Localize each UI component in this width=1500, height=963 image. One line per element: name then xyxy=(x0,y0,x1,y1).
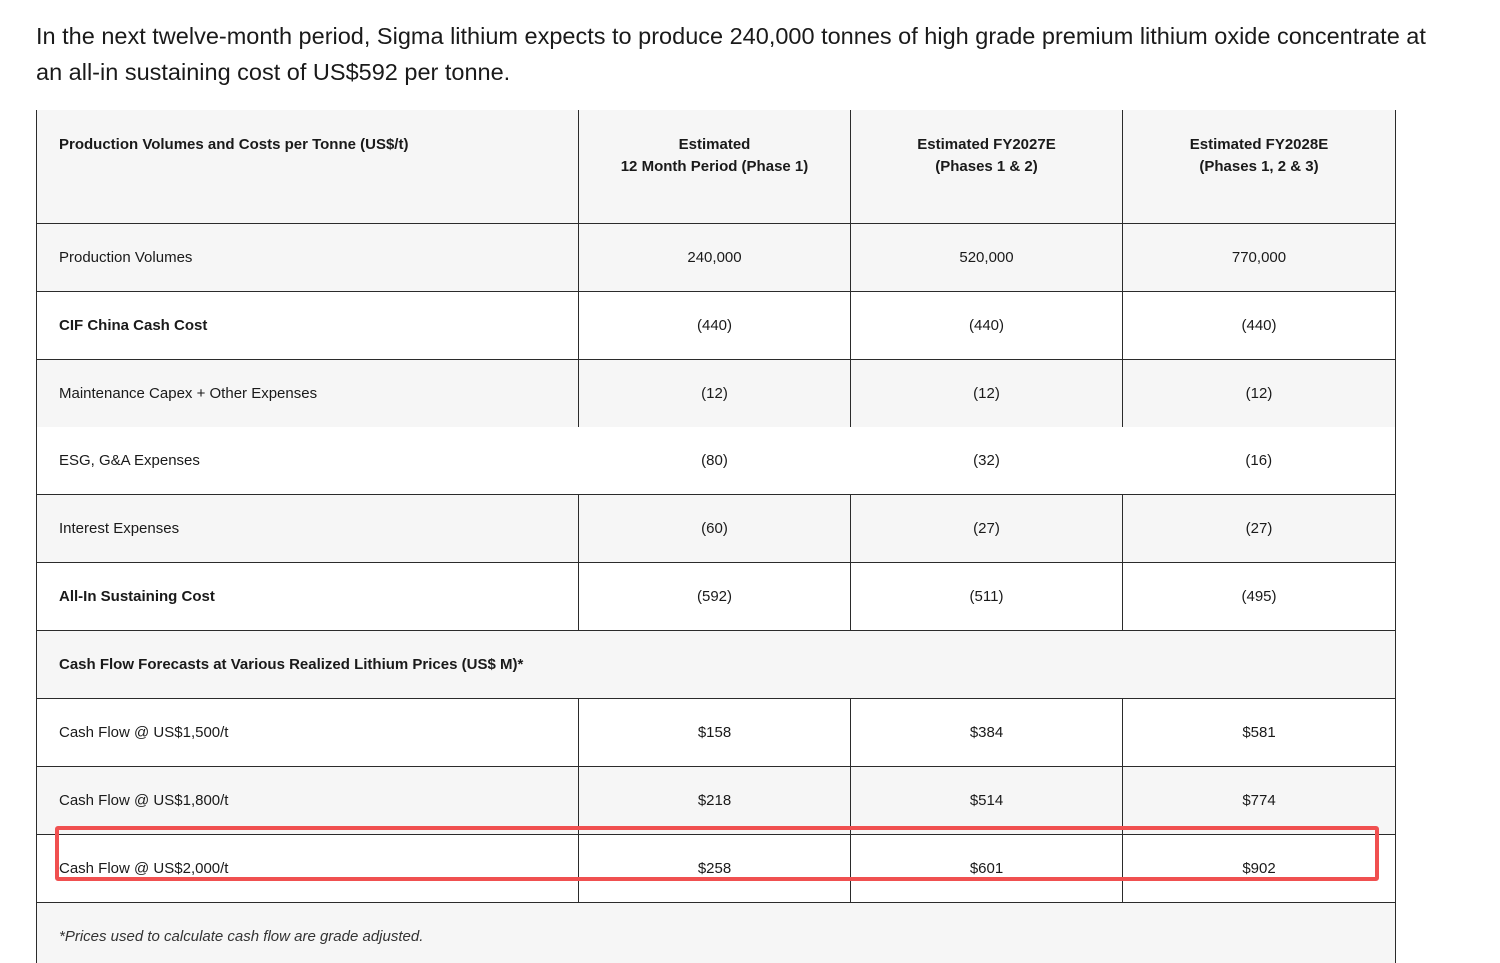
table-row-esg-ga-expenses xyxy=(37,427,1396,495)
row-label: Cash Flow @ US$1,800/t xyxy=(37,767,579,835)
cell-12-month: (60) xyxy=(579,495,851,563)
row-label: Cash Flow @ US$1,500/t xyxy=(37,699,579,767)
cell-fy2028: 770,000 xyxy=(1123,224,1396,292)
row-label: Interest Expenses xyxy=(37,495,579,563)
cell-12-month: (440) xyxy=(579,292,851,360)
table-row-cif-china-cash-cost xyxy=(37,292,1396,360)
cell-12-month: (80) xyxy=(579,427,851,495)
row-label: CIF China Cash Cost xyxy=(37,292,579,360)
row-label: ESG, G&A Expenses xyxy=(37,427,579,495)
cell-fy2028: $581 xyxy=(1123,699,1396,767)
table-row-cash-flow-1500 xyxy=(37,699,1396,767)
table-row-maintenance-capex xyxy=(37,360,1396,428)
table-row-all-in-sustaining-cost xyxy=(37,563,1396,631)
table-section-cash-flow-forecasts xyxy=(37,631,1396,699)
cell-fy2028: (495) xyxy=(1123,563,1396,631)
cell-fy2027: $384 xyxy=(851,699,1123,767)
table-row-cash-flow-2000 xyxy=(37,835,1396,903)
table-footnote-row xyxy=(37,903,1396,963)
cell-12-month: 240,000 xyxy=(579,224,851,292)
cell-fy2027: (32) xyxy=(851,427,1123,495)
cell-fy2028: $902 xyxy=(1123,835,1396,903)
table-row-interest-expenses xyxy=(37,495,1396,563)
table-footnote: *Prices used to calculate cash flow are grade adjusted. xyxy=(37,903,1396,963)
row-label: Maintenance Capex + Other Expenses xyxy=(37,360,579,428)
cell-12-month: (592) xyxy=(579,563,851,631)
row-label: Production Volumes xyxy=(37,224,579,292)
cell-12-month: $258 xyxy=(579,835,851,903)
cell-fy2027: $601 xyxy=(851,835,1123,903)
intro-paragraph: In the next twelve-month period, Sigma lithium expects to produce 240,000 tonnes of high grade premium lithium oxide concentrate at an all-in sustaining cost of US$592 per tonne. xyxy=(36,23,1426,85)
cell-fy2028: (27) xyxy=(1123,495,1396,563)
cell-fy2027: (27) xyxy=(851,495,1123,563)
cell-fy2027: 520,000 xyxy=(851,224,1123,292)
cell-fy2027: (511) xyxy=(851,563,1123,631)
header-col-fy2028: Estimated FY2028E (Phases 1, 2 & 3) xyxy=(1123,110,1396,224)
row-label: Cash Flow @ US$2,000/t xyxy=(37,835,579,903)
cell-fy2027: $514 xyxy=(851,767,1123,835)
cell-fy2028: $774 xyxy=(1123,767,1396,835)
row-label: All-In Sustaining Cost xyxy=(37,563,579,631)
table-row-production-volumes xyxy=(37,224,1396,292)
cell-fy2028: (12) xyxy=(1123,360,1396,428)
cell-12-month: $158 xyxy=(579,699,851,767)
header-label: Production Volumes and Costs per Tonne (US$/t) xyxy=(37,110,579,224)
cell-12-month: $218 xyxy=(579,767,851,835)
section-label: Cash Flow Forecasts at Various Realized Lithium Prices (US$ M)* xyxy=(37,631,1123,699)
table-row-cash-flow-1800 xyxy=(37,767,1396,835)
cell-12-month: (12) xyxy=(579,360,851,428)
table-header-row xyxy=(37,110,1396,224)
header-col-fy2027: Estimated FY2027E (Phases 1 & 2) xyxy=(851,110,1123,224)
header-col-12-month: Estimated 12 Month Period (Phase 1) xyxy=(579,110,851,224)
cell-fy2027: (440) xyxy=(851,292,1123,360)
cell-fy2028: (440) xyxy=(1123,292,1396,360)
cell-fy2028: (16) xyxy=(1123,427,1396,495)
production-cost-table xyxy=(36,110,1396,963)
section-empty-cell xyxy=(1123,631,1396,699)
cell-fy2027: (12) xyxy=(851,360,1123,428)
